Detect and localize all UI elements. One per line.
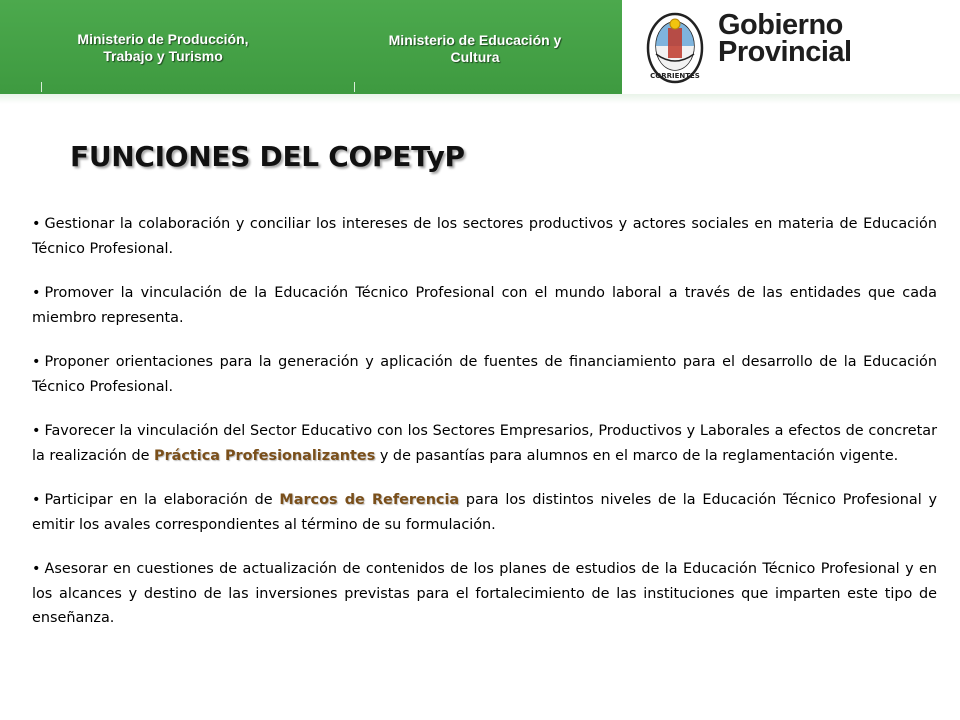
bullet: • [32,285,41,301]
list-item [32,281,937,330]
seal-text: CORRIENTES [650,72,700,80]
brand-line-1: Gobierno [718,9,843,41]
functions-list [32,212,937,631]
ministry-education-line-2: Cultura [450,49,500,65]
item-text: y de pasantías para alumnos en el marco de la reglamentación vigente. [375,447,899,464]
brand-line-2: Provincial [718,36,852,68]
ministry-education-line-1: Ministerio de Educación y [388,32,562,48]
ministry-production-label [48,31,278,65]
bullet: • [32,561,41,577]
item-text: Favorecer la vinculación del Sector Educativo con los Sectores Empresarios, Productivos y Laborales a efectos de concretar la realización de [32,423,937,464]
item-text: Promover la vinculación de la Educación Técnico Profesional con el mundo laboral a través de las entidades que cada miembro representa. [32,285,937,326]
ministry-production-line-1: Ministerio de Producción, [77,31,249,47]
item-text: Proponer orientaciones para la generación y aplicación de fuentes de financiamiento para el desarrollo de la Educación Técnico Profesional. [32,354,937,395]
ministry-education-label [360,32,590,66]
bullet: • [32,216,41,232]
item-text: Participar en la elaboración de [44,492,280,508]
bullet: • [32,423,41,439]
list-item [32,212,937,261]
header-bar [0,0,960,94]
list-item [32,350,937,399]
list-item [32,419,937,468]
list-item [32,488,937,537]
header-divider [354,82,355,92]
corrientes-seal-icon [644,8,706,86]
header-divider [41,82,42,92]
gobierno-provincial-wordmark [718,9,958,68]
bullet: • [32,492,41,508]
item-text: Gestionar la colaboración y conciliar los intereses de los sectores productivos y actores sociales en materia de Educación Técnico Profesional. [32,216,937,257]
bullet: • [32,354,41,370]
gobierno-provincial-logo [622,0,960,94]
page-title: FUNCIONES DEL COPETyP [70,140,465,173]
ministry-production-line-2: Trabajo y Turismo [103,48,223,64]
highlight-marcos: Marcos de Referencia [279,492,460,508]
item-text: para los distintos niveles de la Educación Técnico Profesional y emitir los avales correspondientes al término de su formulación. [32,492,937,533]
header-shadow-strip [0,94,960,104]
highlight-practicas: Práctica Profesionalizantes [154,447,376,464]
item-text: Asesorar en cuestiones de actualización de contenidos de los planes de estudios de la Educación Técnico Profesional y en los alcances y destino de las inversiones previstas para el fortalecimiento de las instituciones que imparten este tipo de enseñanza. [32,561,937,626]
list-item [32,557,937,631]
